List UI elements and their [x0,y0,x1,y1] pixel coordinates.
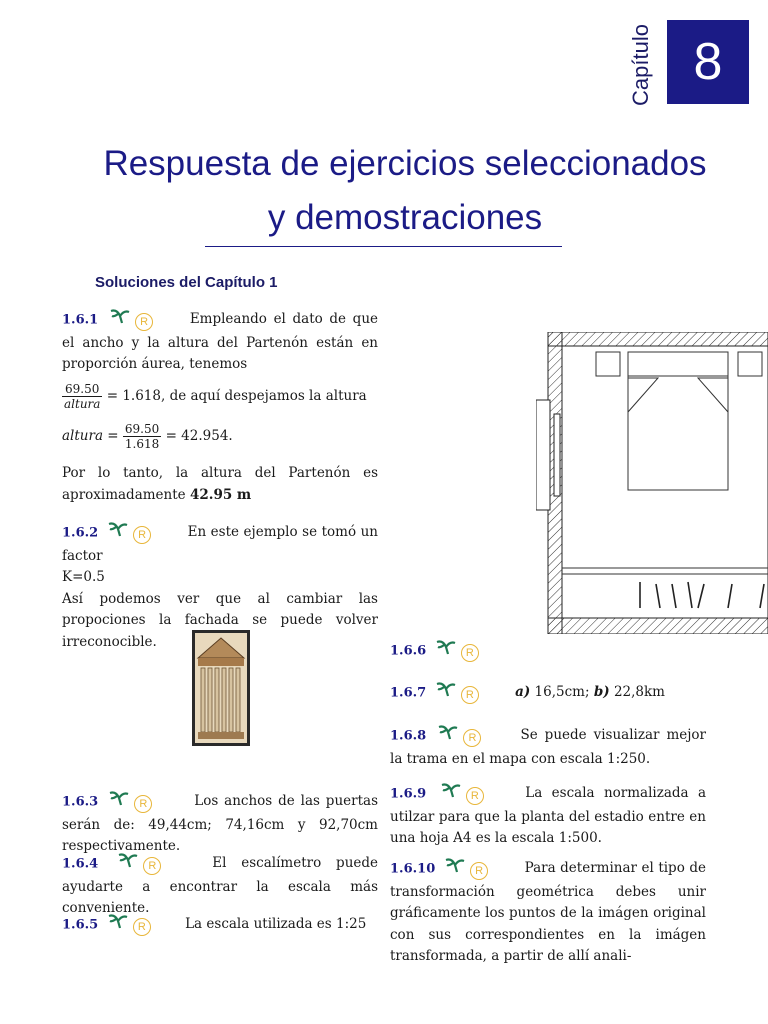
exercise-number: 1.6.8 [390,728,427,744]
equation-lhs: altura [62,428,103,444]
reference-badge-icon: R [133,918,151,936]
exercise-number: 1.6.7 [390,685,427,701]
exercise-1-6-9 [390,781,706,850]
exercise-1-6-5 [62,912,378,938]
plant-icon [440,781,462,799]
exercise-1-6-2: 1.6.2 R En este ejemplo se tomó un factor K=0.5 Así podemos ver que al cambiar las propociones la fachada se puede volver irreconocible. [62,520,378,653]
equation-1 [62,382,378,411]
exercise-icons [437,723,481,749]
exercise-text: El escalímetro puede ayudarte a encontrar la escala más conveniente. [62,855,379,916]
plant-icon [444,856,466,874]
exercise-number: 1.6.5 [62,917,99,933]
equation-tail: = 1.618, de aquí despejamos la altura [106,388,367,404]
exercise-text: La escala utilizada es 1:25 [185,916,367,933]
plant-icon [437,723,459,741]
chapter-number-box: 8 [667,20,749,104]
exercise-number: 1.6.1 [62,312,99,328]
reference-badge-icon: R [134,795,152,813]
equation-2: altura = $\frac{69.50}{1.618}$ = 42.954. [62,422,233,451]
plant-icon [109,307,131,325]
fraction: $\frac{69.50}{\text{altura}}$ [64,382,101,411]
exercise-1-6-3 [62,789,378,858]
page-title-line-2: y demostraciones [267,198,543,237]
exercise-1-6-6 [390,638,706,664]
exercise-icons [435,638,479,664]
exercise-icons [109,307,153,333]
equation-tail: = 42.954. [165,428,233,444]
plant-icon [117,851,139,869]
exercise-text: Para determinar el tipo de transformación geométrica debes unir gráficamente los puntos de la imágen original con sus correspondientes en la imágen transformada, a partir de allí anali- [390,860,706,964]
exercise-1-6-1 [62,307,378,376]
exercise-text: En este ejemplo se tomó un factor [62,524,378,564]
reference-badge-icon: R [461,686,479,704]
conclusion-1-6-1: Por lo tanto, la altura del Partenón es aproximadamente 42.95 m [62,465,378,503]
plant-icon [107,912,129,930]
exercise-text: Empleando el dato de que el ancho y la altura del Partenón están en proporción áurea, tenemos [62,311,379,372]
floor-plan-drawing [536,332,768,634]
reference-badge-icon: R [466,787,484,805]
exercise-icons [108,789,152,815]
title-underline [205,246,562,247]
exercise-icons [107,520,151,546]
exercise-number: 1.6.9 [390,786,427,802]
plant-icon [435,680,457,698]
section-heading: Soluciones del Capítulo 1 [95,274,278,291]
exercise-1-6-8 [390,723,706,770]
plant-icon [435,638,457,656]
reference-badge-icon: R [143,857,161,875]
exercise-number: 1.6.3 [62,794,99,810]
exercise-icons [117,851,161,877]
reference-badge-icon: R [461,644,479,662]
reference-badge-icon: R [135,313,153,331]
exercise-number: 1.6.2 [62,525,99,541]
exercise-icons [444,856,488,882]
reference-badge-icon: R [463,729,481,747]
temple-facade-image [192,630,250,746]
exercise-1-6-7: 1.6.7 R a) 16,5cm; b) 22,8km [390,680,706,706]
exercise-text: La escala normalizada a utilzar para que la planta del estadio entre en una hoja A4 es la escala 1:500. [390,785,706,846]
reference-badge-icon: R [133,526,151,544]
fraction: $\frac{69.50}{1.618}$ [124,422,160,451]
exercise-number: 1.6.10 [390,861,436,877]
page-title-line-1: Respuesta de ejercicios seleccionados [103,144,707,183]
exercise-icons [107,912,151,938]
exercise-icons [435,680,479,706]
reference-badge-icon: R [470,862,488,880]
exercise-icons [440,781,484,807]
exercise-text: Se puede visualizar mejor la trama en el mapa con escala 1:250. [390,727,707,767]
plant-icon [107,520,129,538]
exercise-text: Los anchos de las puertas serán de: 49,44cm; 74,16cm y 92,70cm respectivamente. [62,793,378,854]
plant-icon [108,789,130,807]
exercise-1-6-10 [390,856,706,968]
answer: 42.95 m [189,486,252,503]
chapter-label: Capítulo [628,24,653,106]
exercise-number: 1.6.4 [62,856,99,872]
exercise-number: 1.6.6 [390,643,427,659]
exercise-1-6-4 [62,851,378,920]
